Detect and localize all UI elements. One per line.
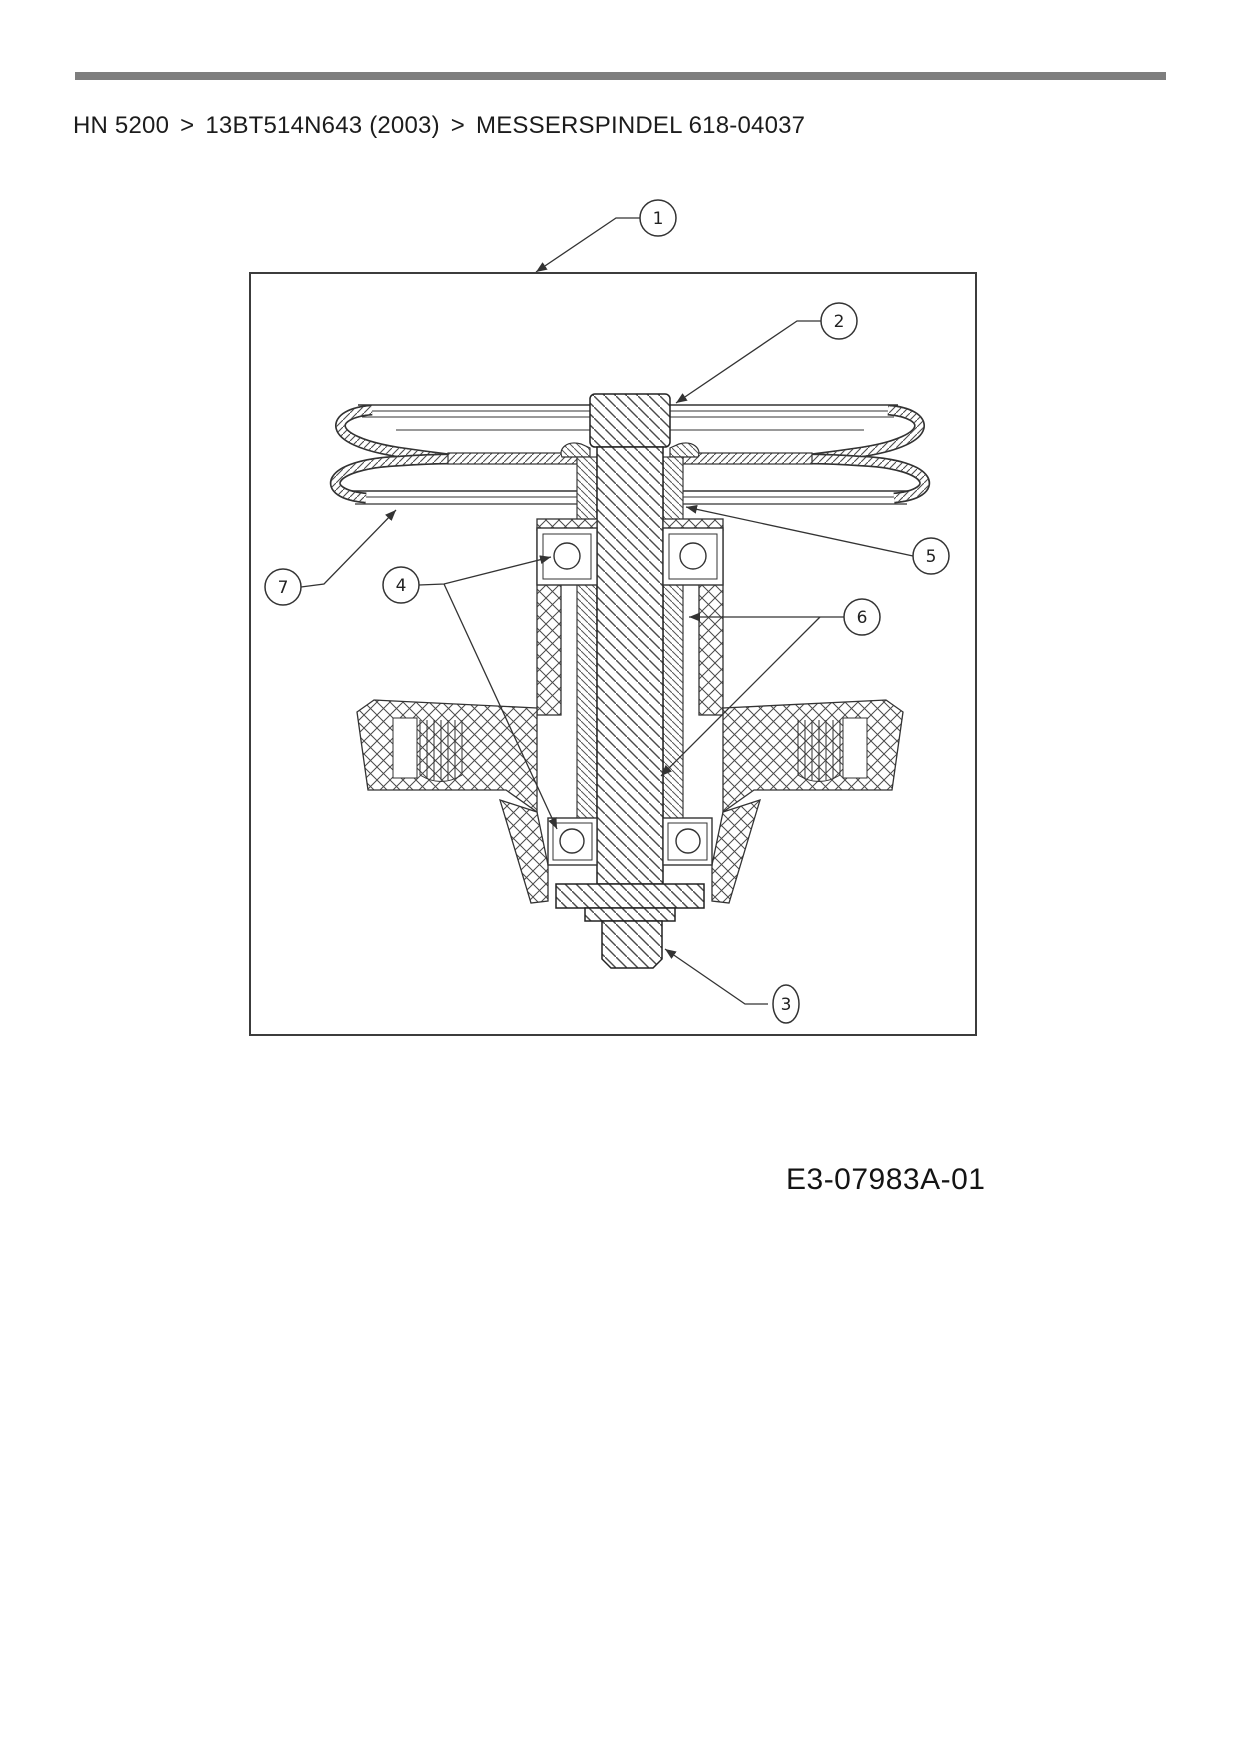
callout-7[interactable] — [265, 569, 301, 605]
mounting-flange-left — [357, 700, 537, 812]
callout-5-label: 5 — [925, 547, 937, 567]
pulley-web-left — [448, 453, 577, 464]
callout-5[interactable] — [913, 538, 949, 574]
callout-2[interactable] — [821, 303, 857, 339]
callout-3[interactable] — [773, 985, 799, 1023]
leader-4a — [419, 557, 551, 585]
callout-3-label: 3 — [780, 995, 792, 1015]
shaft-end — [602, 921, 662, 968]
mounting-flange-right — [723, 700, 903, 812]
callout-1[interactable] — [640, 200, 676, 236]
bearing-top-left — [537, 528, 597, 585]
callout-6[interactable] — [844, 599, 880, 635]
leader-7 — [301, 510, 396, 587]
bolt-head — [590, 394, 670, 447]
callout-7-label: 7 — [277, 578, 289, 598]
bearing-top-right — [663, 528, 723, 585]
shaft-collar — [556, 884, 704, 908]
callout-4-label: 4 — [395, 576, 407, 596]
breadcrumb-item-assembly[interactable]: MESSERSPINDEL 618-04037 — [476, 112, 806, 139]
housing-taper-right — [712, 800, 760, 903]
pulley-web-right — [683, 453, 812, 464]
breadcrumb-separator: > — [180, 112, 195, 139]
breadcrumb-item-model[interactable]: HN 5200 — [73, 112, 170, 139]
breadcrumb-item-variant[interactable]: 13BT514N643 (2003) — [205, 112, 440, 139]
callout-1-label: 1 — [652, 209, 664, 229]
callout-2-label: 2 — [833, 312, 845, 332]
breadcrumb-separator: > — [450, 112, 465, 139]
pulley-left-fold — [335, 410, 450, 498]
callout-6-label: 6 — [856, 608, 868, 628]
housing-taper-left — [500, 800, 548, 903]
leader-3 — [665, 949, 768, 1004]
leader-2 — [676, 321, 821, 403]
shaft-core — [597, 447, 663, 884]
drawing-number: E3-07983A-01 — [786, 1163, 986, 1196]
callout-4[interactable] — [383, 567, 419, 603]
shaft-step — [585, 908, 675, 921]
leader-1 — [536, 218, 640, 272]
bearing-bottom-right — [663, 818, 712, 865]
pulley-right-fold — [810, 410, 925, 498]
